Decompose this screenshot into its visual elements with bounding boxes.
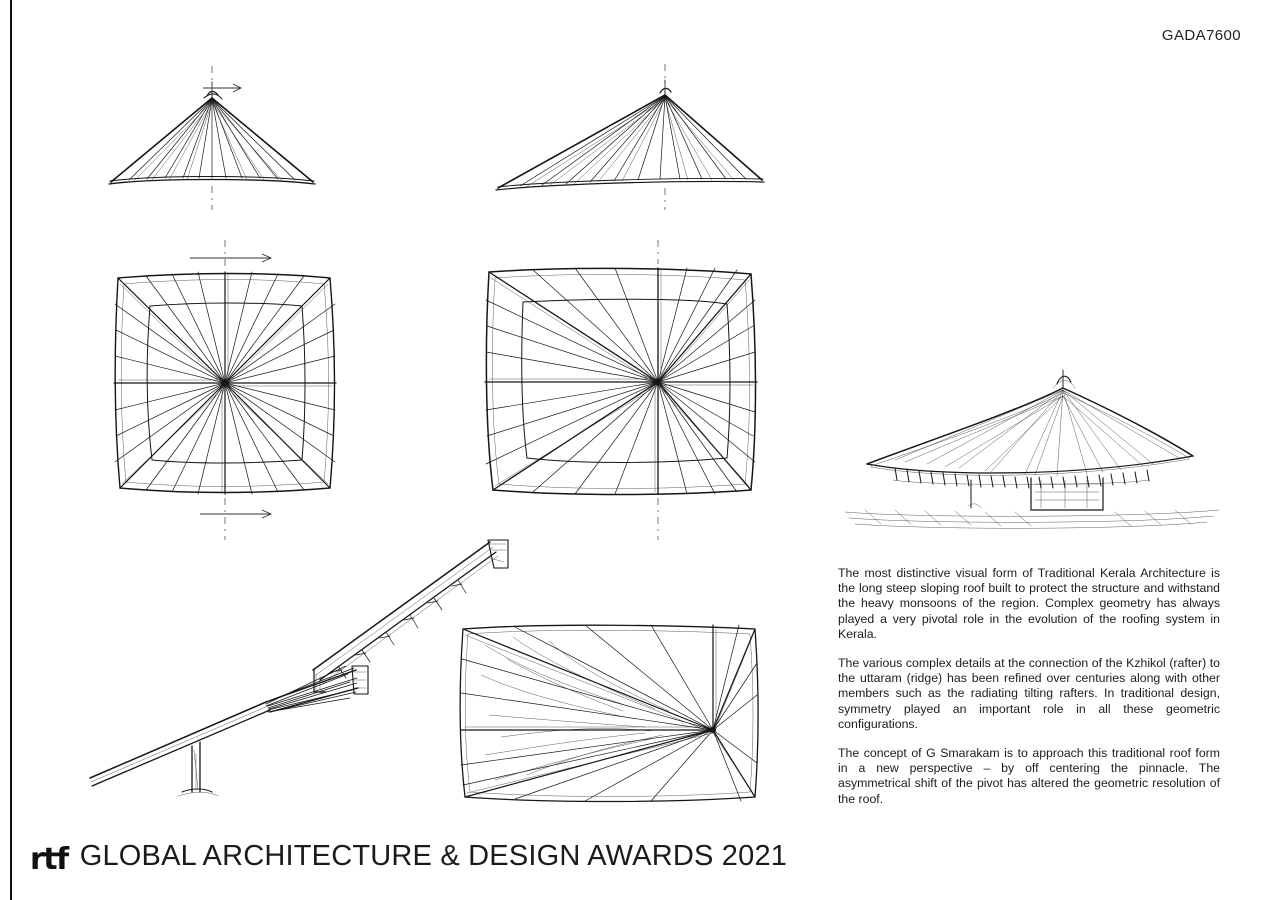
elevation-b-rafters: [496, 80, 764, 190]
asymmetrical-roof-plan-sketch: [475, 240, 765, 530]
plan-a-shift-arrow-bottom: [200, 510, 271, 518]
detail-a-lower-rafter: [90, 666, 368, 796]
sheet-left-rule: [10, 0, 12, 900]
perspective-roof: [867, 370, 1193, 476]
paragraph-2: The various complex details at the connection of the Kzhikol (rafter) to the uttaram (ridge) has been refined over centuries along with other members such as the radiating tilting rafters. In traditional design, symmetry played an important role in all these geometric configurations.: [838, 656, 1220, 731]
rafter-ridge-detail-sketch: [70, 520, 520, 810]
awards-title: GLOBAL ARCHITECTURE & DESIGN AWARDS 2021: [79, 840, 788, 872]
detail-b-radiating-rafters: [461, 625, 757, 801]
plan-a-shift-arrow-top: [190, 254, 271, 262]
description-text: [838, 566, 1220, 807]
radiating-rafter-plan-detail-sketch: [455, 615, 765, 810]
paragraph-1: The most distinctive visual form of Traditional Kerala Architecture is the long steep sloping roof built to protect the structure and withstand the heavy monsoons of the region. Complex geometry has always played a very pivotal role in the evolution of the roofing system in Kerala.: [838, 566, 1220, 641]
pavilion-perspective-sketch: [835, 360, 1235, 535]
elevation-a-rafters: [109, 82, 315, 184]
plan-a-radial-rafters: [114, 272, 336, 494]
footer: [30, 840, 788, 877]
elevation-a-shift-arrow: [203, 84, 241, 92]
symmetrical-roof-plan-sketch: [90, 240, 350, 530]
document-code: GADA7600: [1161, 27, 1241, 44]
perspective-plinth-and-structure: [845, 478, 1219, 528]
asymmetrical-roof-elevation-sketch: [480, 60, 770, 210]
symmetrical-roof-elevation-sketch: [95, 60, 330, 210]
paragraph-3: The concept of G Smarakam is to approach this traditional roof form in a new perspective – by off centering the pinnacle. The asymmetrical shift of the pivot has altered the geometric resolution of the roof.: [838, 746, 1220, 806]
rtf-logo: rtf: [30, 841, 68, 877]
